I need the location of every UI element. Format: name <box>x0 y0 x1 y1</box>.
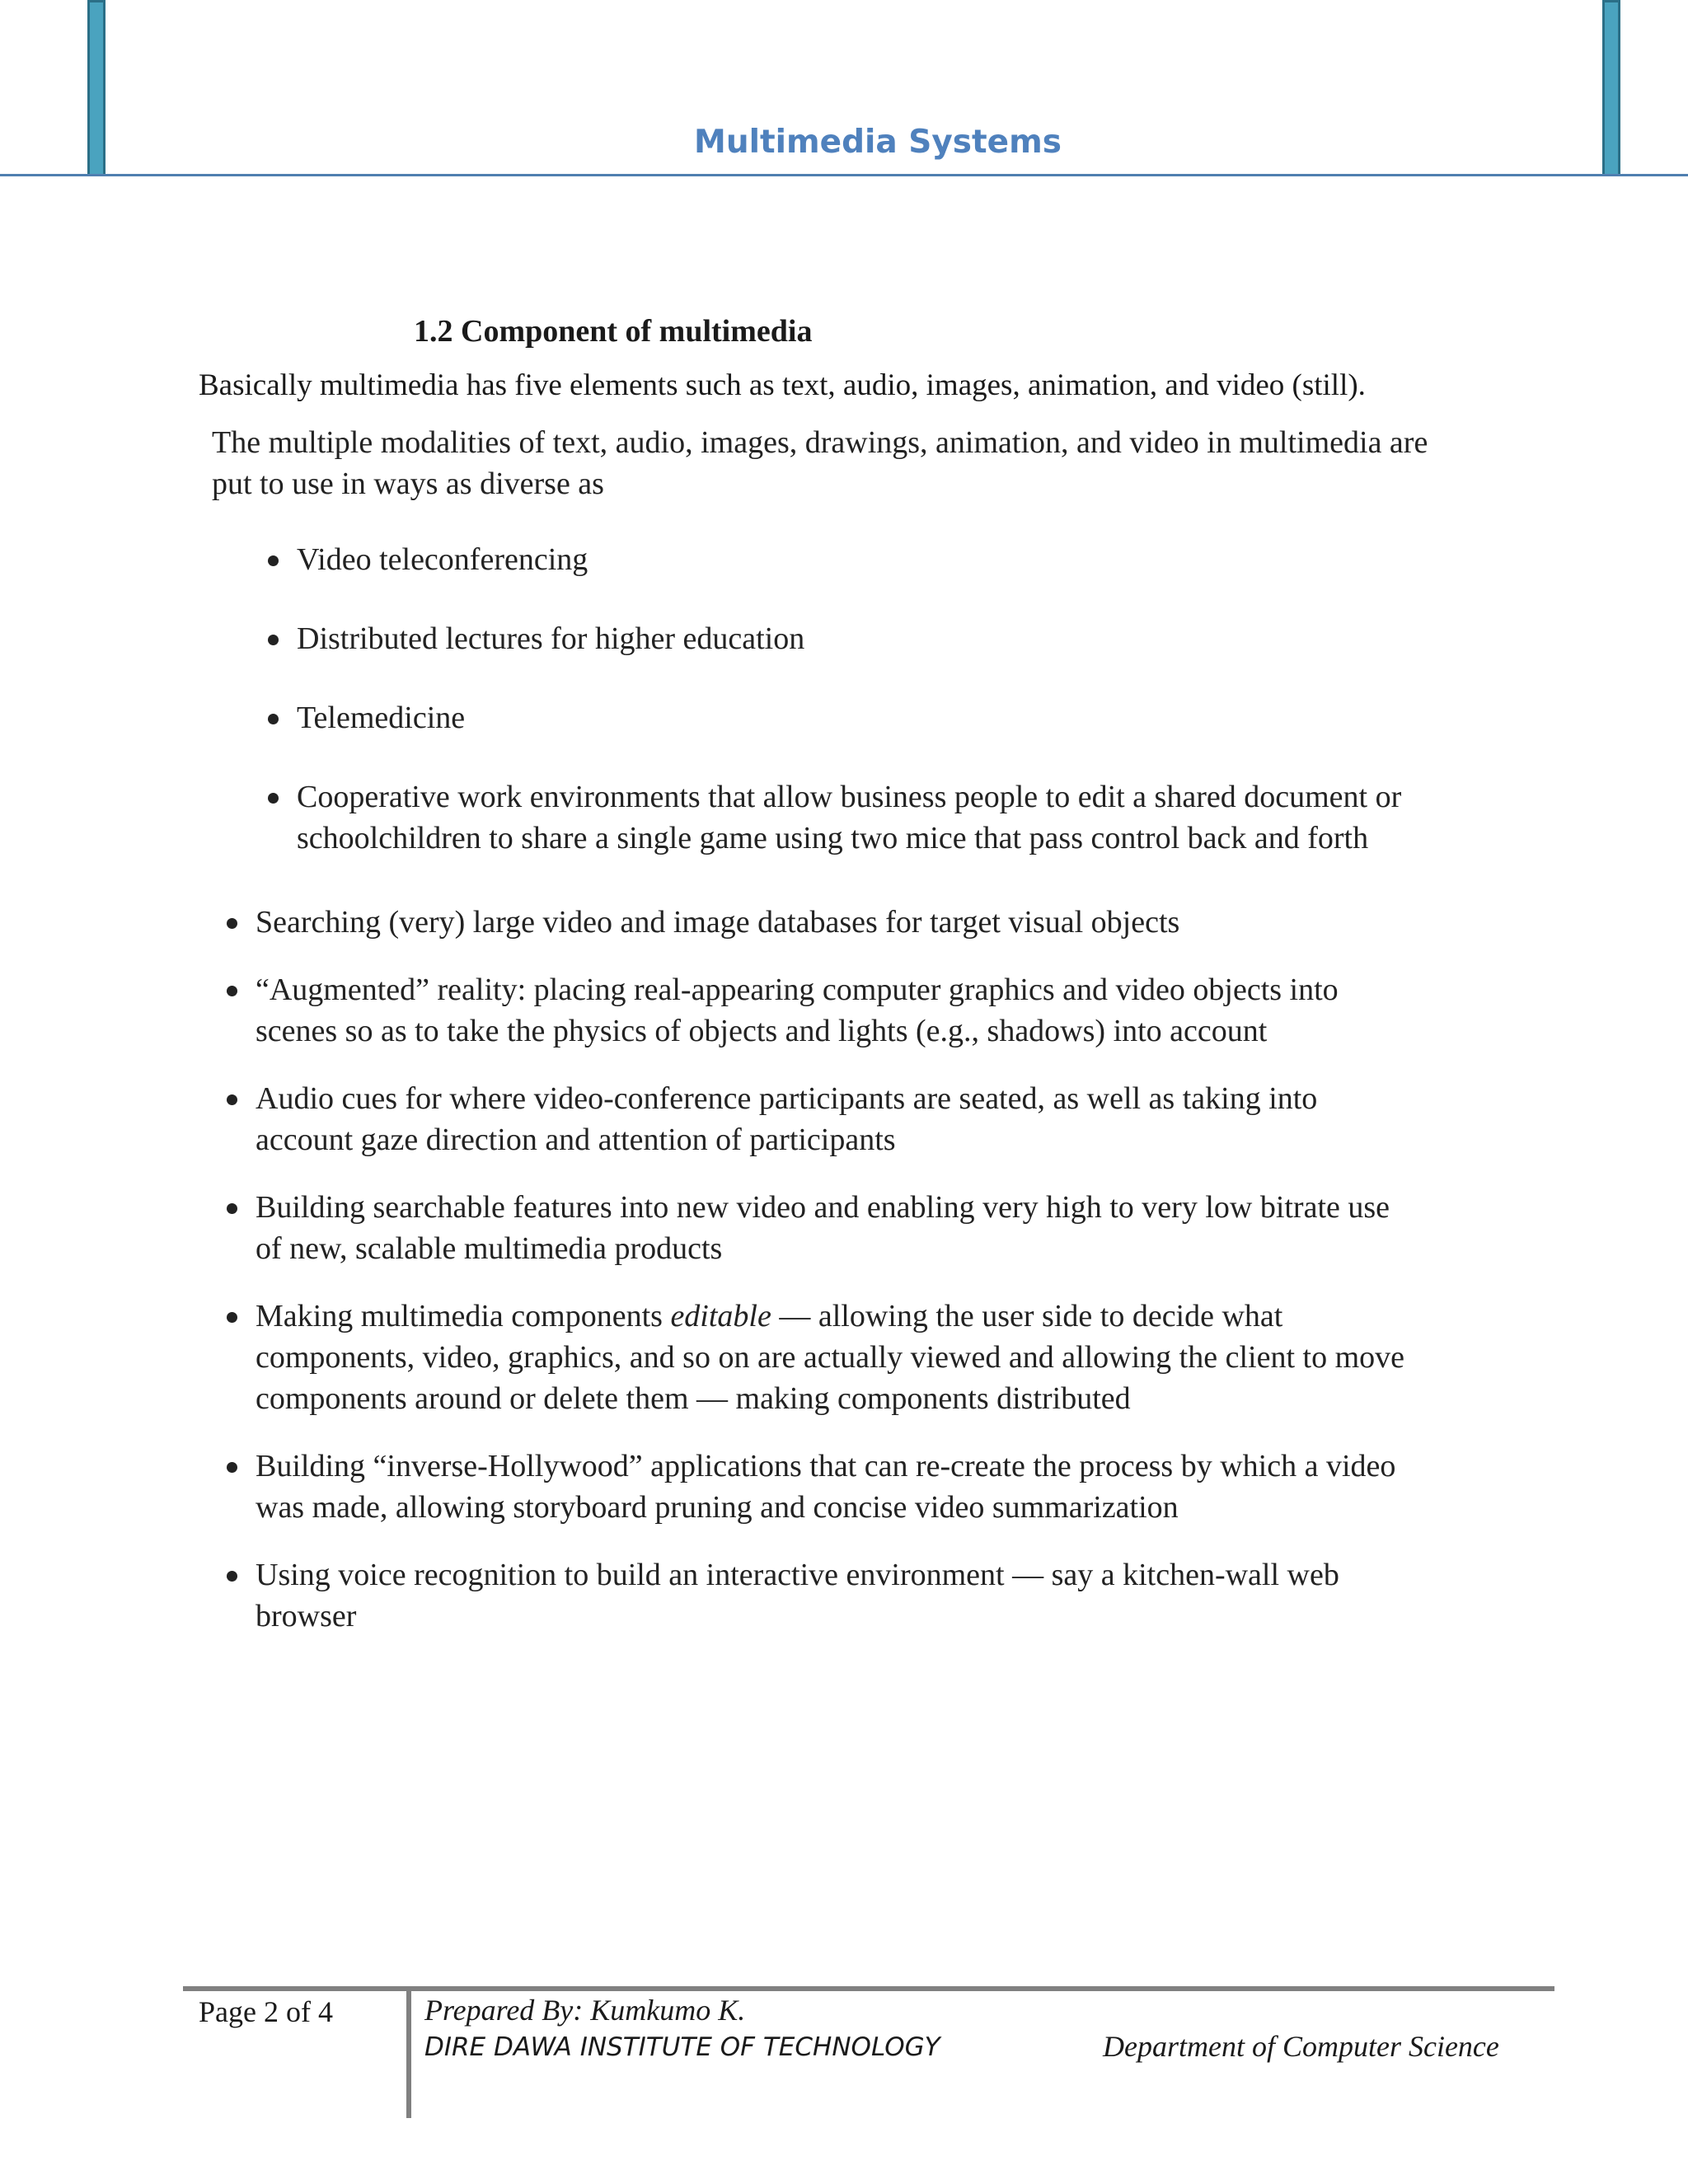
institute-name: DIRE DAWA INSTITUTE OF TECHNOLOGY <box>424 2032 940 2062</box>
list-item-text: Using voice recognition to build an interactive environment — say a kitchen-wall web browser <box>256 1558 1339 1633</box>
bullet-icon <box>268 714 279 724</box>
list-item-text: Cooperative work environments that allow business people to edit a shared document or schoolchildren to share a single game using two mice that pass control back and forth <box>297 780 1402 855</box>
bullet-icon <box>227 986 237 996</box>
bullet-icon <box>268 793 279 804</box>
bullet-icon <box>227 1462 237 1473</box>
bullet-icon <box>268 555 279 566</box>
list-item-text: Building searchable features into new video and enabling very high to very low bitrate use of new, scalable multimedia products <box>256 1190 1390 1266</box>
header-title: Multimedia Systems <box>694 124 1062 161</box>
department-name: Department of Computer Science <box>1103 2030 1499 2063</box>
bullet-icon <box>227 1312 237 1323</box>
list-item <box>256 969 1409 1052</box>
list-b <box>212 902 1409 1637</box>
bullet-icon <box>227 918 237 929</box>
bullet-icon <box>227 1094 237 1105</box>
emphasis-editable: editable <box>670 1299 771 1333</box>
list-item <box>297 539 1451 580</box>
footer-rule <box>183 1986 1554 1991</box>
prepared-by: Prepared By: Kumkumo K. <box>424 1994 746 2027</box>
list-item <box>256 1187 1409 1269</box>
list-item-text-before: Making multimedia components <box>256 1299 671 1333</box>
list-item-text: Building “inverse-Hollywood” applications that can re-create the process by which a video was made, allowing storyboard pruning and concise video summarization <box>256 1449 1396 1525</box>
header-rule <box>0 174 1688 176</box>
list-item <box>256 902 1409 943</box>
section-heading: 1.2 Component of multimedia <box>414 314 813 349</box>
list-item <box>256 1078 1409 1160</box>
list-item-text: Telemedicine <box>297 701 466 735</box>
list-a <box>212 539 1451 859</box>
scanned-excerpt <box>212 422 1465 1637</box>
list-item-text-after: — allowing the user side to decide what components, video, graphics, and so on are actually viewed and allowing the client to move components around or delete them — making components distributed <box>256 1299 1404 1416</box>
list-item-text: Video teleconferencing <box>297 542 588 577</box>
bullet-icon <box>268 635 279 645</box>
list-item <box>256 1446 1409 1528</box>
list-item <box>297 776 1451 859</box>
bullet-icon <box>227 1571 237 1582</box>
list-item <box>256 1296 1409 1419</box>
scan-intro-paragraph: The multiple modalities of text, audio, images, drawings, animation, and video in multimedia are put to use in ways as diverse as <box>212 425 1428 501</box>
list-item <box>256 1554 1409 1637</box>
list-item-text: “Augmented” reality: placing real-appearing computer graphics and video objects into scenes so as to take the physics of objects and lights (e.g., shadows) into account <box>256 972 1339 1048</box>
list-item-text: Audio cues for where video-conference participants are seated, as well as taking into account gaze direction and attention of participants <box>256 1081 1318 1157</box>
list-item-text: Distributed lectures for higher education <box>297 621 805 656</box>
list-item <box>297 618 1451 659</box>
page-number: Page 2 of 4 <box>199 1995 333 2028</box>
list-item-text: Searching (very) large video and image databases for target visual objects <box>256 905 1180 940</box>
footer-divider <box>406 1986 411 2118</box>
list-item <box>297 697 1451 738</box>
bullet-icon <box>227 1203 237 1214</box>
section-intro: Basically multimedia has five elements such as text, audio, images, animation, and video (still). <box>199 368 1366 402</box>
